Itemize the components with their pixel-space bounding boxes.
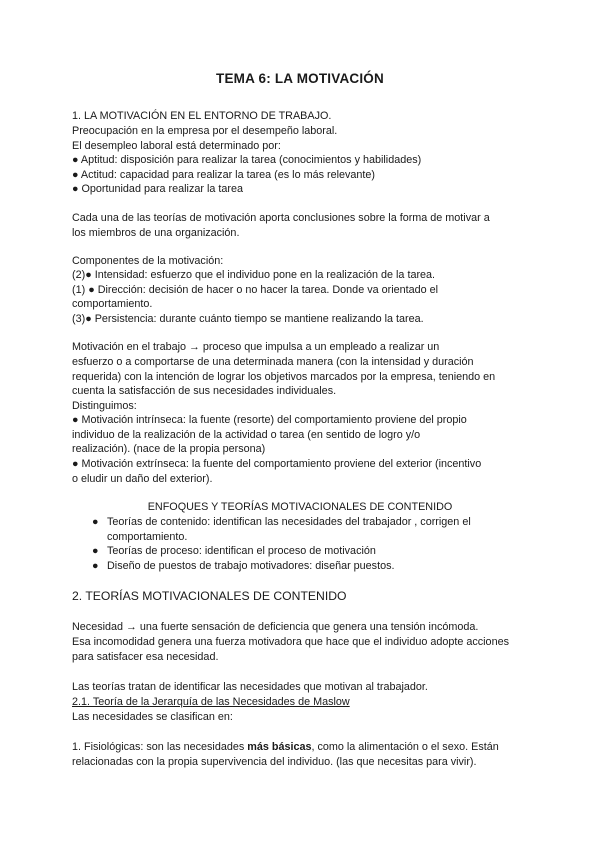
fisio-text-post: , como la alimentación o el sexo. Están [311, 741, 499, 753]
text-line: cuenta la satisfacción de sus necesidades individuales. [72, 385, 337, 397]
list-item: ● Aptitud: disposición para realizar la tarea (conocimientos y habilidades) [72, 154, 422, 166]
fisio-text-pre: 1. Fisiológicas: son las necesidades [72, 741, 248, 753]
list-item: Diseño de puestos de trabajo motivadores: diseñar puestos. [107, 560, 395, 572]
list-item: (3)● Persistencia: durante cuánto tiempo se mantiene realizando la tarea. [72, 313, 424, 325]
list-item: ● Motivación intrínseca: la fuente (resorte) del comportamiento proviene del propio [72, 414, 467, 426]
text-line: para satisfacer esa necesidad. [72, 651, 219, 663]
text-line: El desempleo laboral está determinado por: [72, 140, 281, 152]
bullet-dot: ● [92, 516, 99, 528]
text-line: Necesidad → una fuerte sensación de deficiencia que genera una tensión incómoda. [72, 621, 479, 633]
page-title: TEMA 6: LA MOTIVACIÓN [216, 71, 384, 86]
componentes-title: Componentes de la motivación: [72, 255, 224, 267]
list-item: ● Actitud: capacidad para realizar la tarea (es lo más relevante) [72, 169, 375, 181]
text-line: requerida) con la intención de lograr los objetivos marcados por la empresa, teniendo en [72, 371, 496, 383]
list-item: ● Oportunidad para realizar la tarea [72, 183, 243, 195]
text-line: realización). (nace de la propia persona) [72, 443, 266, 455]
enfoques-heading: ENFOQUES Y TEORÍAS MOTIVACIONALES DE CONTENIDO [147, 501, 453, 513]
section1-heading: 1. LA MOTIVACIÓN EN EL ENTORNO DE TRABAJO. [72, 110, 332, 122]
text-line: Las teorías tratan de identificar las necesidades que motivan al trabajador. [72, 681, 428, 693]
fisiologicas-line [72, 740, 542, 755]
list-item: Teorías de contenido: identifican las necesidades del trabajador , corrigen el [107, 516, 471, 528]
text-line: individuo de la realización de la actividad o tarea (en sentido de logro y/o [72, 429, 421, 441]
fisio-text-bold: más básicas [247, 741, 312, 753]
list-item: (1) ● Dirección: decisión de hacer o no hacer la tarea. Donde va orientado el [72, 284, 439, 296]
text-line: comportamiento. [107, 531, 188, 543]
list-item: ● Motivación extrínseca: la fuente del comportamiento proviene del exterior (incentivo [72, 458, 482, 470]
text-line: comportamiento. [72, 298, 153, 310]
list-item: (2)● Intensidad: esfuerzo que el individuo pone en la realización de la tarea. [72, 269, 436, 281]
bullet-dot: ● [92, 560, 99, 572]
text-line: Las necesidades se clasifican en: [72, 711, 233, 723]
text-line: Esa incomodidad genera una fuerza motivadora que hace que el individuo adopte acciones [72, 636, 509, 648]
text-line: o eludir un daño del exterior). [72, 473, 213, 485]
section2-heading: 2. TEORÍAS MOTIVACIONALES DE CONTENIDO [72, 589, 347, 603]
text-line: esfuerzo o a comportarse de una determinada manera (con la intensidad y duración [72, 356, 474, 368]
text-line: Preocupación en la empresa por el desempeño laboral. [72, 125, 338, 137]
text-line: Distinguimos: [72, 400, 137, 412]
bullet-dot: ● [92, 545, 99, 557]
text-line: relacionadas con la propia supervivencia del individuo. (las que necesitas para vivir). [72, 756, 477, 768]
list-item: Teorías de proceso: identifican el proceso de motivación [107, 545, 376, 557]
maslow-subheading [72, 695, 542, 710]
maslow-link-text: 2.1. Teoría de la Jerarquía de las Necesidades de Maslow [72, 696, 350, 708]
text-line: Motivación en el trabajo → proceso que impulsa a un empleado a realizar un [72, 341, 440, 353]
text-line: Cada una de las teorías de motivación aporta conclusiones sobre la forma de motivar a [72, 212, 490, 224]
text-line: los miembros de una organización. [72, 227, 240, 239]
